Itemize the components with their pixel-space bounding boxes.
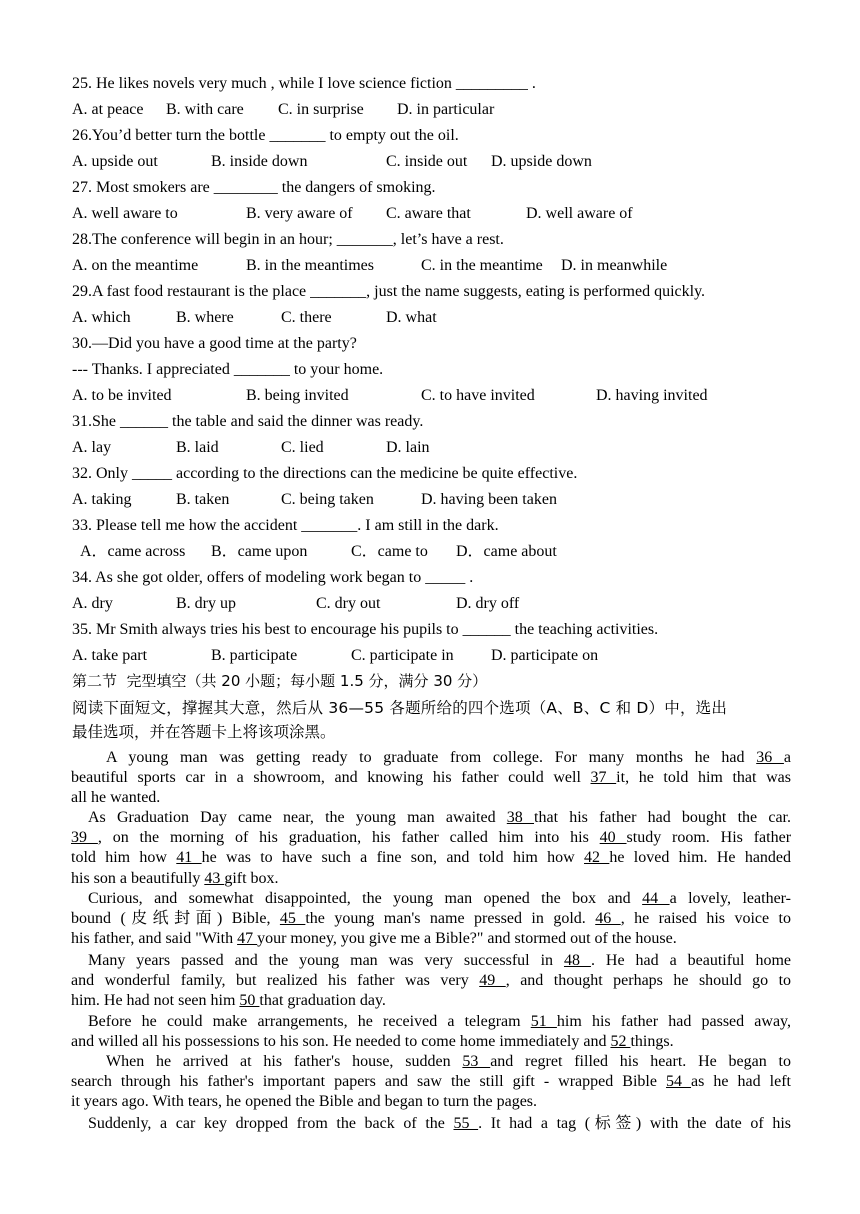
q29-option-c: C. there bbox=[281, 309, 332, 326]
q26-option-b: B. inside down bbox=[211, 153, 308, 170]
blank-55: 55 bbox=[453, 1115, 479, 1132]
question-27-stem: 27. Most smokers are ________ the dangers of smoking. bbox=[72, 179, 436, 196]
blank-42: 42 bbox=[584, 849, 610, 867]
passage-paragraph-2: As Graduation Day came near, the young man awaited 38 that his father had bought the car. 39 , on the morning of his graduation, his father called him into his 40 study room. His father told him how 41 he was to have such a fine son, and told him how 42 he loved him. He handed his son a beautifully 43 gift box. bbox=[71, 809, 792, 887]
blank-52: 52 bbox=[610, 1033, 631, 1051]
blank-37: 37 bbox=[590, 769, 617, 787]
question-26-stem: 26.You’d better turn the bottle _______ to empty out the oil. bbox=[72, 127, 459, 144]
blank-40: 40 bbox=[599, 829, 627, 847]
blank-39: 39 bbox=[71, 829, 98, 847]
question-34-stem: 34. As she got older, offers of modeling work began to _____ . bbox=[72, 569, 474, 586]
q28-option-b: B. in the meantimes bbox=[246, 257, 374, 274]
blank-46: 46 bbox=[595, 910, 621, 928]
q34-option-c: C. dry out bbox=[316, 595, 381, 612]
q28-option-c: C. in the meantime bbox=[421, 257, 543, 274]
q35-option-a: A. take part bbox=[72, 647, 148, 664]
question-25-stem: 25. He likes novels very much , while I love science fiction _________ . bbox=[72, 75, 536, 92]
q27-option-a: A. well aware to bbox=[72, 205, 178, 222]
blank-45: 45 bbox=[279, 910, 306, 928]
passage-paragraph-1: A young man was getting ready to graduate from college. For many months he had 36 a beautiful sports car in a showroom, and knowing his father could well 37 it, he told him that was all he wanted. bbox=[71, 749, 792, 807]
q34-option-d: D. dry off bbox=[456, 595, 520, 612]
q33-option-d: D．came about bbox=[456, 543, 557, 560]
q34-option-b: B. dry up bbox=[176, 595, 236, 612]
blank-47: 47 bbox=[237, 930, 258, 948]
q30-option-a: A. to be invited bbox=[72, 387, 172, 404]
q28-option-d: D. in meanwhile bbox=[561, 257, 668, 274]
q32-option-c: C. being taken bbox=[281, 491, 374, 508]
question-32-stem: 32. Only _____ according to the directions can the medicine be quite effective. bbox=[72, 465, 578, 482]
question-29-stem: 29.A fast food restaurant is the place _______, just the name suggests, eating is performed quickly. bbox=[72, 283, 706, 300]
q31-option-a: A. lay bbox=[72, 439, 112, 456]
q33-option-a: A．came across bbox=[80, 543, 186, 560]
passage-paragraph-5: Before he could make arrangements, he received a telegram 51 him his father had passed away, and willed all his possessions to his son. He needed to come home immediately and 52 things. bbox=[71, 1013, 792, 1051]
blank-54: 54 bbox=[666, 1073, 692, 1091]
q26-option-c: C. inside out bbox=[386, 153, 468, 170]
q27-option-c: C. aware that bbox=[386, 205, 471, 222]
q32-option-b: B. taken bbox=[176, 491, 230, 508]
q33-option-b: B．came upon bbox=[211, 543, 308, 560]
section-instruction-2: 最佳选项，并在答题卡上将该项涂黑。 bbox=[72, 723, 336, 741]
blank-44: 44 bbox=[642, 890, 670, 907]
q25-option-c: C. in surprise bbox=[278, 101, 364, 118]
q33-option-c: C．came to bbox=[351, 543, 428, 560]
q27-option-b: B. very aware of bbox=[246, 205, 353, 222]
blank-48: 48 bbox=[563, 952, 591, 969]
blank-49: 49 bbox=[479, 972, 506, 990]
q32-option-a: A. taking bbox=[72, 491, 132, 508]
q31-option-b: B. laid bbox=[176, 439, 219, 456]
q32-option-d: D. having been taken bbox=[421, 491, 557, 508]
q25-option-b: B. with care bbox=[166, 101, 244, 118]
q30-option-b: B. being invited bbox=[246, 387, 349, 404]
blank-51: 51 bbox=[530, 1013, 557, 1030]
q25-option-a: A. at peace bbox=[72, 101, 144, 118]
q29-option-b: B. where bbox=[176, 309, 234, 326]
q30-option-c: C. to have invited bbox=[421, 387, 535, 404]
q28-option-a: A. on the meantime bbox=[72, 257, 199, 274]
blank-50: 50 bbox=[239, 992, 260, 1010]
question-30-stem: 30.—Did you have a good time at the party? bbox=[72, 335, 357, 352]
passage-paragraph-7: Suddenly, a car key dropped from the back of the 55 . It had a tag (标签) with the date of his bbox=[88, 1115, 792, 1132]
q34-option-a: A. dry bbox=[72, 595, 113, 612]
q30-option-d: D. having invited bbox=[596, 387, 708, 404]
passage-paragraph-3: Curious, and somewhat disappointed, the young man opened the box and 44 a lovely, leather- bound (皮纸封面) Bible, 45 the young man's name pressed in gold. 46 , he raised his voice to his father, and said "With 47 your money, you give me a Bible?" and stormed out of the house. bbox=[71, 890, 792, 948]
blank-43: 43 bbox=[204, 869, 225, 887]
blank-36: 36 bbox=[756, 749, 784, 766]
question-33-stem: 33. Please tell me how the accident _______. I am still in the dark. bbox=[72, 517, 499, 534]
q29-option-d: D. what bbox=[386, 309, 437, 326]
blank-38: 38 bbox=[506, 809, 535, 826]
q26-option-d: D. upside down bbox=[491, 153, 592, 170]
question-35-stem: 35. Mr Smith always tries his best to encourage his pupils to ______ the teaching activities. bbox=[72, 621, 659, 638]
q27-option-d: D. well aware of bbox=[526, 205, 633, 222]
section-instruction-1: 阅读下面短文，撑握其大意，然后从 36—55 各题所给的四个选项（A、B、C 和 D）中，选出 bbox=[72, 699, 728, 717]
question-30-reply: --- Thanks. I appreciated _______ to your home. bbox=[72, 361, 384, 378]
section-heading: 第二节 完型填空（共 20 小题；每小题 1.5 分，满分 30 分） bbox=[72, 672, 488, 690]
passage-paragraph-6: When he arrived at his father's house, sudden 53 and regret filled his heart. He began to search through his father's important papers and saw the still gift - wrapped Bible 54 as he had left it years ago. With tears, he opened the Bible and began to turn the pages. bbox=[71, 1053, 792, 1111]
question-28-stem: 28.The conference will begin in an hour; _______, let’s have a rest. bbox=[72, 231, 504, 248]
q29-option-a: A. which bbox=[72, 309, 131, 326]
q26-option-a: A. upside out bbox=[72, 153, 158, 170]
blank-53: 53 bbox=[462, 1053, 491, 1070]
blank-41: 41 bbox=[176, 849, 202, 867]
q31-option-d: D. lain bbox=[386, 439, 430, 456]
q35-option-b: B. participate bbox=[211, 647, 298, 664]
question-31-stem: 31.She ______ the table and said the dinner was ready. bbox=[72, 413, 424, 430]
passage-paragraph-4: Many years passed and the young man was very successful in 48 . He had a beautiful home and wonderful family, but realized his father was very 49 , and thought perhaps he should go to him. He had not seen him 50 that graduation day. bbox=[71, 952, 792, 1010]
q35-option-c: C. participate in bbox=[351, 647, 454, 664]
q31-option-c: C. lied bbox=[281, 439, 324, 456]
q35-option-d: D. participate on bbox=[491, 647, 599, 664]
q25-option-d: D. in particular bbox=[397, 101, 495, 118]
